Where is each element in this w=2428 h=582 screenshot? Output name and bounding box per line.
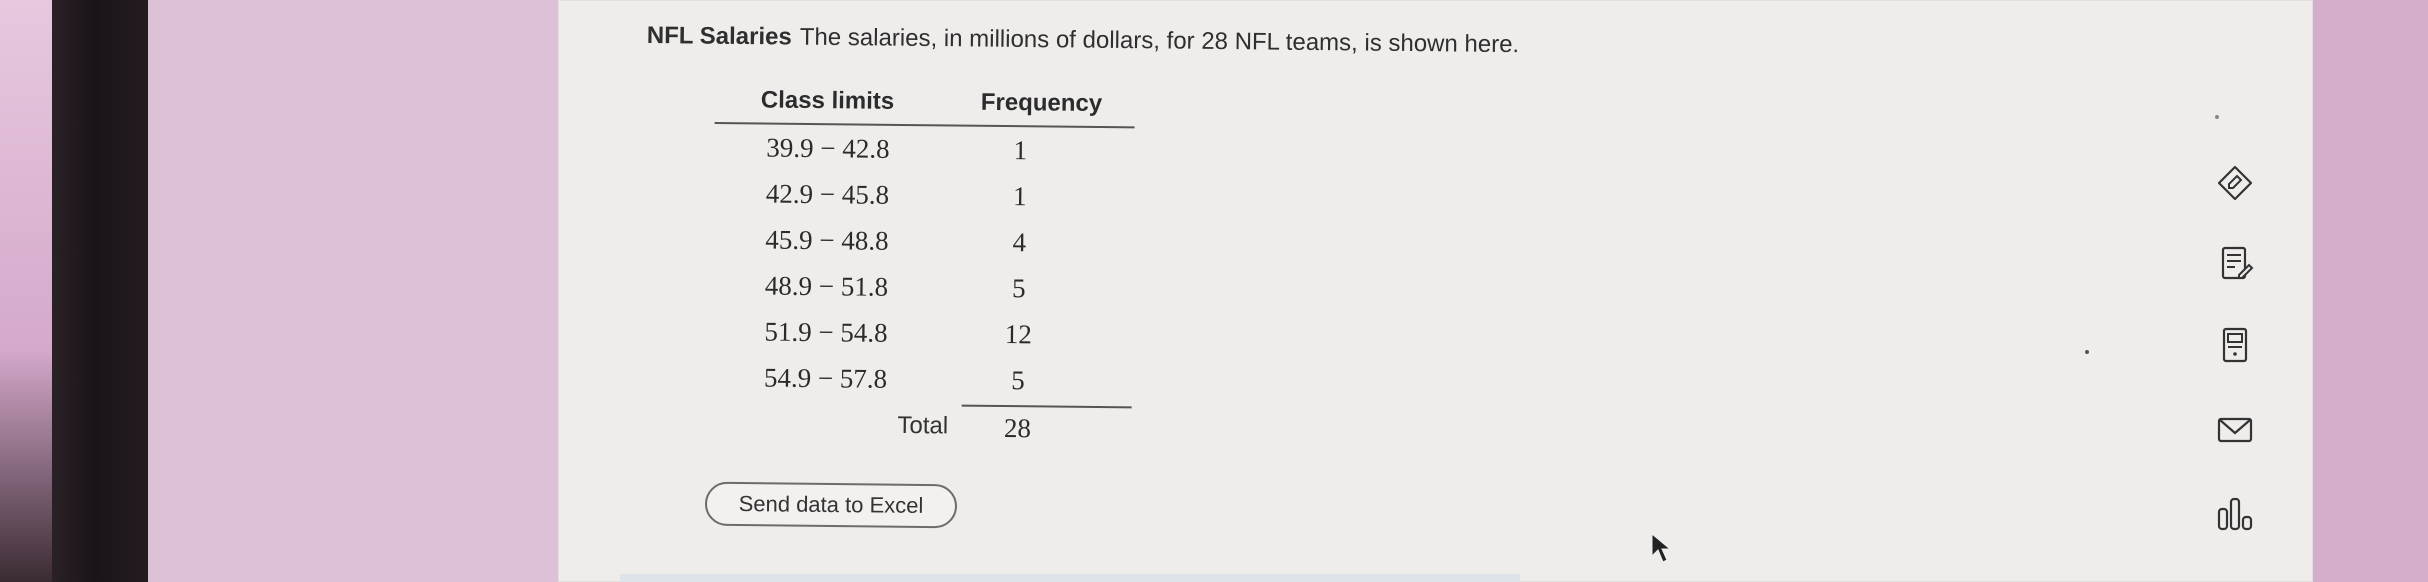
table-row — [713, 262, 1133, 312]
total-row — [711, 404, 1131, 452]
total-label: Total — [897, 411, 949, 440]
frequency-cell: 1 — [1013, 135, 1028, 166]
frequency-cell: 4 — [1012, 227, 1027, 258]
notes-tool-button[interactable] — [2212, 240, 2258, 286]
class-limits-cell: 48.9 − 51.8 — [764, 270, 889, 302]
class-limits-cell: 45.9 − 48.8 — [765, 224, 889, 256]
chart-tool-button[interactable] — [2212, 490, 2258, 536]
table-row — [712, 308, 1132, 358]
left-margin — [148, 0, 558, 582]
frequency-table — [711, 84, 1135, 452]
class-limits-cell: 42.9 − 45.8 — [765, 178, 890, 210]
table-row — [714, 124, 1134, 174]
frequency-cell: 12 — [1004, 319, 1033, 350]
total-value: 28 — [1003, 413, 1032, 444]
monitor-bezel — [52, 0, 148, 582]
class-limits-cell: 54.9 − 57.8 — [763, 362, 888, 394]
mouse-cursor-icon — [1650, 532, 1676, 566]
mail-icon — [2215, 409, 2255, 449]
edit-tool-button[interactable] — [2212, 160, 2258, 206]
bar-chart-icon — [2215, 493, 2255, 533]
problem-title: NFL Salaries — [646, 22, 792, 51]
header-class-limits: Class limits — [760, 86, 895, 115]
calculator-tool-button[interactable] — [2212, 322, 2258, 368]
class-limits-cell: 51.9 − 54.8 — [764, 316, 888, 348]
class-limits-cell: 39.9 − 42.8 — [766, 132, 890, 164]
edit-pencil-icon — [2215, 163, 2255, 203]
frequency-cell: 1 — [1012, 181, 1027, 212]
send-to-excel-button[interactable]: Send data to Excel — [705, 482, 957, 529]
problem-text: The salaries, in millions of dollars, for 28 NFL teams, is shown here. — [799, 23, 1520, 59]
table-row — [712, 354, 1132, 404]
table-row — [713, 216, 1133, 266]
screen-speck — [2215, 115, 2219, 119]
notes-icon — [2215, 243, 2255, 283]
bottom-strip — [620, 574, 1520, 582]
frequency-cell: 5 — [1011, 273, 1026, 304]
table-header — [715, 84, 1135, 128]
screen-speck — [2085, 350, 2089, 354]
photo-backdrop — [0, 0, 60, 582]
header-frequency: Frequency — [980, 88, 1103, 118]
frequency-cell: 5 — [1011, 365, 1025, 396]
table-row — [714, 170, 1134, 220]
calculator-icon — [2215, 325, 2255, 365]
photo-backdrop-right — [2313, 0, 2428, 582]
mail-tool-button[interactable] — [2212, 406, 2258, 452]
